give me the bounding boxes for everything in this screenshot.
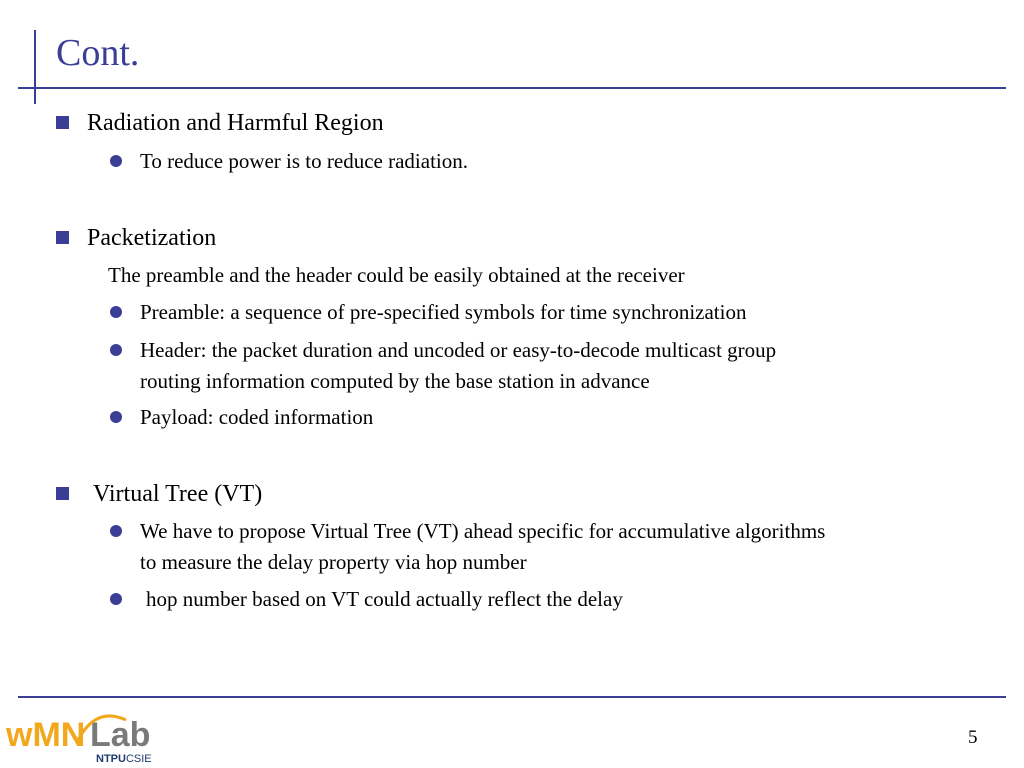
section-heading: Virtual Tree (VT) bbox=[93, 481, 263, 507]
square-bullet-icon bbox=[56, 487, 69, 500]
section-heading: Radiation and Harmful Region bbox=[87, 110, 384, 136]
bullet-text-line-2: routing information computed by the base station in advance bbox=[140, 369, 650, 393]
round-bullet-icon bbox=[110, 306, 122, 318]
page-number: 5 bbox=[968, 727, 978, 748]
logo-text-wmn: wMN bbox=[6, 716, 86, 754]
logo-subtitle-bold: NTPU bbox=[96, 753, 126, 764]
section-intro-text: The preamble and the header could be easily obtained at the receiver bbox=[108, 263, 685, 287]
wmnlab-logo bbox=[4, 704, 184, 764]
slide-title: Cont. bbox=[56, 32, 140, 74]
bullet-text-line-1: Header: the packet duration and uncoded or easy-to-decode multicast group bbox=[140, 338, 777, 362]
bullet-text-line-1: We have to propose Virtual Tree (VT) ahead specific for accumulative algorithms bbox=[140, 519, 826, 543]
bullet-text: hop number based on VT could actually reflect the delay bbox=[146, 587, 623, 611]
title-vertical-rule bbox=[34, 30, 36, 104]
square-bullet-icon bbox=[56, 231, 69, 244]
round-bullet-icon bbox=[110, 411, 122, 423]
round-bullet-icon bbox=[110, 593, 122, 605]
logo-subtitle bbox=[96, 753, 152, 764]
logo-text-lab: Lab bbox=[90, 716, 151, 754]
section-heading: Packetization bbox=[87, 225, 217, 251]
footer-horizontal-rule bbox=[18, 696, 1006, 698]
bullet-text-line-2: to measure the delay property via hop number bbox=[140, 550, 527, 574]
round-bullet-icon bbox=[110, 525, 122, 537]
logo-subtitle-rest: CSIE bbox=[125, 753, 152, 764]
bullet-text: Payload: coded information bbox=[140, 405, 374, 429]
bullet-text: Preamble: a sequence of pre-specified symbols for time synchronization bbox=[140, 300, 747, 324]
title-horizontal-rule bbox=[18, 87, 1006, 89]
round-bullet-icon bbox=[110, 155, 122, 167]
square-bullet-icon bbox=[56, 116, 69, 129]
bullet-text: To reduce power is to reduce radiation. bbox=[140, 149, 468, 173]
round-bullet-icon bbox=[110, 344, 122, 356]
